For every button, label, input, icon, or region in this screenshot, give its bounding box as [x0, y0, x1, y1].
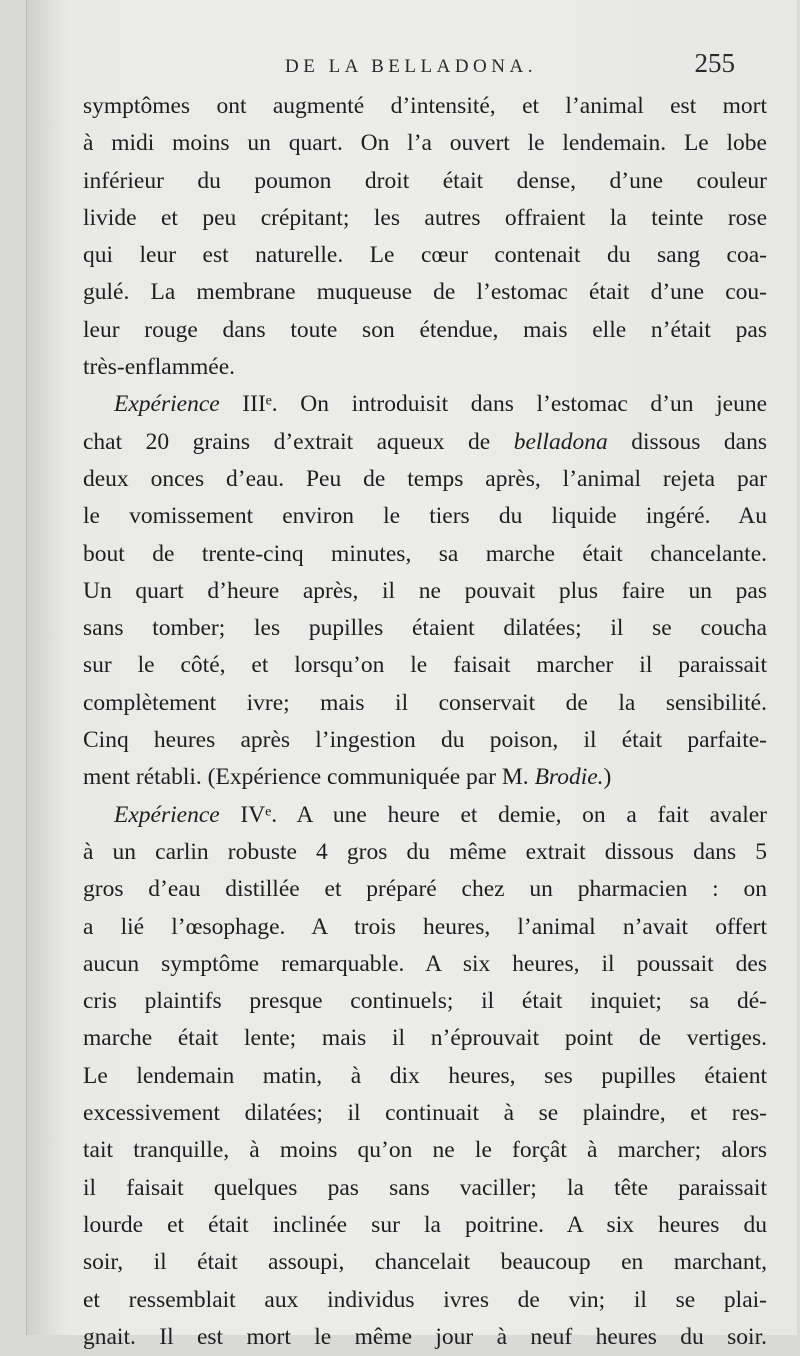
italic-text: Expérience — [114, 801, 220, 828]
text-segment: complètement ivre; mais il conservait de la sensibilité. — [83, 689, 767, 716]
text-line — [83, 1282, 767, 1319]
italic-text: Brodie. — [534, 764, 604, 791]
text-segment: soir, il était assoupi, chancelait beaucoup en marchant, — [83, 1249, 767, 1276]
text-line — [83, 536, 767, 573]
text-segment: livide et peu crépitant; les autres offraient la teinte rose — [83, 204, 767, 231]
text-segment: lourde et était inclinée sur la poitrine. A six heures du — [83, 1211, 767, 1238]
text-line — [83, 909, 767, 946]
text-segment: inférieur du poumon droit était dense, d’une couleur — [83, 167, 767, 194]
text-line — [83, 274, 767, 311]
text-segment: sans tomber; les pupilles étaient dilatées; il se coucha — [83, 615, 767, 642]
text-segment: deux onces d’eau. Peu de temps après, l’animal rejeta par — [83, 465, 767, 492]
text-line — [83, 871, 767, 908]
text-line — [83, 461, 767, 498]
text-line — [83, 424, 767, 461]
text-segment: gnait. Il est mort le même jour à neuf heures du soir. — [83, 1323, 767, 1350]
text-line — [83, 1170, 767, 1207]
text-line — [83, 647, 767, 684]
text-segment: IVᵉ. A une heure et demie, on a fait avaler — [219, 801, 767, 828]
text-segment: tait tranquille, à moins qu’on ne le forçât à marcher; alors — [83, 1137, 767, 1164]
text-segment: sur le côté, et lorsqu’on le faisait marcher il paraissait — [83, 652, 767, 679]
text-segment: Un quart d’heure après, il ne pouvait plus faire un pas — [83, 577, 767, 604]
text-segment: IIIᵉ. On introduisit dans l’estomac d’un jeune — [219, 391, 767, 418]
text-line — [83, 1244, 767, 1281]
text-line — [83, 312, 767, 349]
text-line — [83, 237, 767, 274]
text-line — [83, 573, 767, 610]
text-line — [83, 759, 767, 796]
text-segment: chat 20 grains d’extrait aqueux de — [83, 428, 514, 455]
text-segment: aucun symptôme remarquable. A six heures, il poussait des — [83, 950, 767, 977]
text-line — [83, 722, 767, 759]
text-line — [83, 88, 767, 125]
text-segment: symptômes ont augmenté d’intensité, et l’animal est mort — [83, 93, 767, 119]
text-segment: il faisait quelques pas sans vaciller; la tête paraissait — [83, 1174, 767, 1201]
text-line — [83, 1207, 767, 1244]
text-segment: bout de trente-cinq minutes, sa marche était chancelante. — [83, 540, 767, 567]
text-segment: à midi moins un quart. On l’a ouvert le lendemain. Le lobe — [83, 130, 767, 157]
running-title: DE LA BELLADONA. — [285, 56, 537, 77]
page-number: 255 — [694, 48, 735, 78]
text-segment: leur rouge dans toute son étendue, mais elle n’était pas — [83, 316, 767, 343]
body-text — [83, 88, 767, 1356]
text-segment: et ressemblait aux individus ivres de vin; il se plai- — [83, 1286, 767, 1313]
text-segment: marche était lente; mais il n’éprouvait point de vertiges. — [83, 1025, 767, 1052]
text-line — [83, 834, 767, 871]
text-segment: excessivement dilatées; il continuait à se plaindre, et res- — [83, 1100, 767, 1127]
text-segment: ) — [603, 764, 612, 791]
text-line — [83, 1095, 767, 1132]
text-segment: à un carlin robuste 4 gros du même extrait dissous dans 5 — [83, 838, 767, 865]
text-line — [83, 498, 767, 535]
text-segment: qui leur est naturelle. Le cœur contenait du sang coa- — [83, 242, 767, 269]
italic-text: belladona — [513, 428, 608, 455]
book-page — [26, 0, 797, 1350]
text-segment: dissous dans — [607, 428, 767, 455]
text-segment: Cinq heures après l’ingestion du poison, il était parfaite- — [83, 727, 767, 754]
text-line — [83, 610, 767, 647]
text-line — [83, 349, 767, 386]
text-line — [83, 1058, 767, 1095]
text-line — [83, 983, 767, 1020]
italic-text: Expérience — [114, 391, 220, 418]
text-segment: Le lendemain matin, à dix heures, ses pupilles étaient — [83, 1062, 767, 1089]
text-segment: très-enflammée. — [83, 354, 236, 381]
text-segment: a lié l’œsophage. A trois heures, l’animal n’avait offert — [83, 913, 767, 940]
text-segment: cris plaintifs presque continuels; il était inquiet; sa dé- — [83, 988, 767, 1015]
text-line — [83, 685, 767, 722]
text-line — [83, 1319, 767, 1356]
text-segment: le vomissement environ le tiers du liquide ingéré. Au — [83, 503, 767, 530]
text-line — [83, 1020, 767, 1057]
text-line — [83, 797, 767, 834]
text-line — [83, 125, 767, 162]
text-line — [83, 386, 767, 423]
text-line — [83, 163, 767, 200]
text-segment: ment rétabli. (Expérience communiquée par M. — [83, 764, 535, 791]
text-line — [83, 1132, 767, 1169]
text-segment: gulé. La membrane muqueuse de l’estomac était d’une cou- — [83, 279, 767, 306]
text-line — [83, 200, 767, 237]
text-segment: gros d’eau distillée et préparé chez un pharmacien : on — [83, 876, 767, 903]
text-line — [83, 946, 767, 983]
